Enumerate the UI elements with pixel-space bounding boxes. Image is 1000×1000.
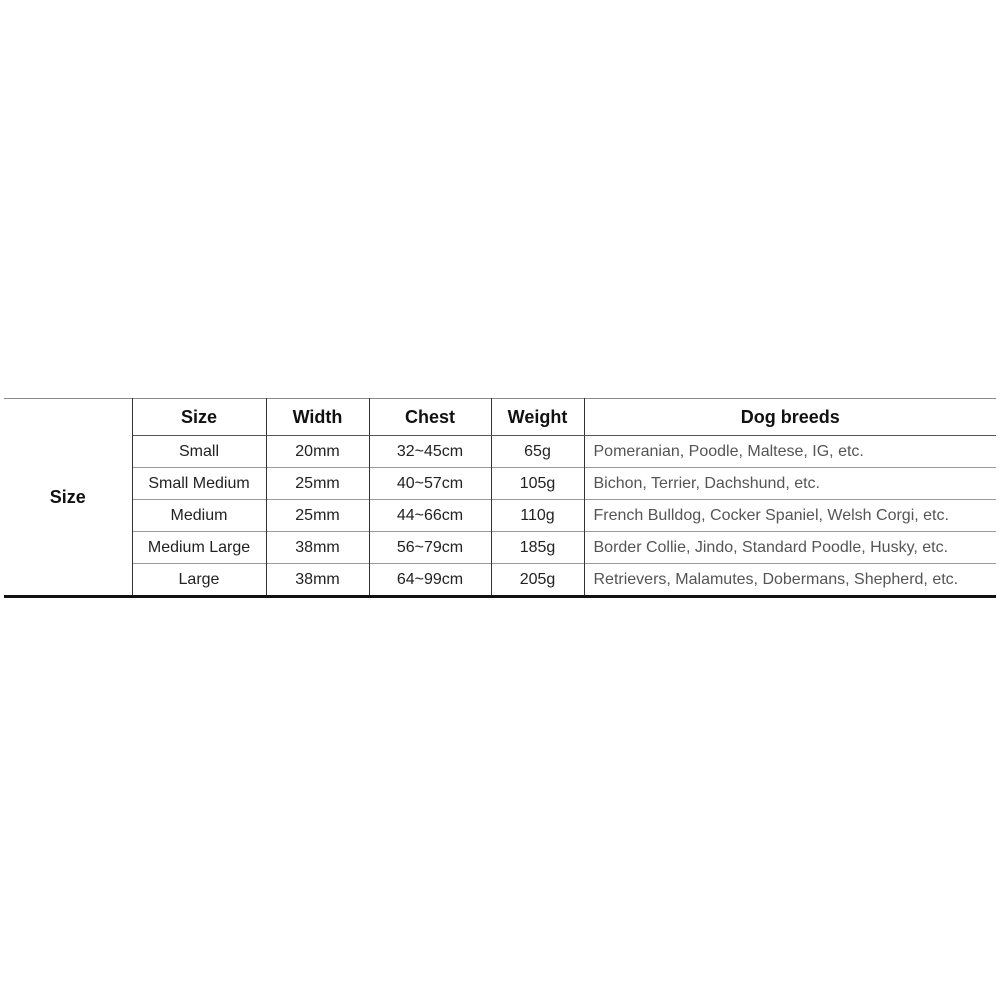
cell-width: 25mm — [266, 500, 369, 532]
cell-weight: 110g — [491, 500, 584, 532]
row-group-label: Size — [4, 399, 132, 597]
cell-size: Small — [132, 436, 266, 468]
cell-weight: 205g — [491, 564, 584, 597]
table-row — [4, 564, 996, 597]
cell-weight: 105g — [491, 468, 584, 500]
cell-width: 38mm — [266, 532, 369, 564]
column-header-weight: Weight — [491, 399, 584, 436]
table-row — [4, 436, 996, 468]
column-header-dog-breeds: Dog breeds — [584, 399, 996, 436]
cell-chest: 64~99cm — [369, 564, 491, 597]
cell-dog-breeds: Border Collie, Jindo, Standard Poodle, Husky, etc. — [584, 532, 996, 564]
cell-chest: 56~79cm — [369, 532, 491, 564]
cell-size: Small Medium — [132, 468, 266, 500]
cell-chest: 40~57cm — [369, 468, 491, 500]
cell-width: 25mm — [266, 468, 369, 500]
cell-dog-breeds: Pomeranian, Poodle, Maltese, IG, etc. — [584, 436, 996, 468]
table-row — [4, 532, 996, 564]
cell-chest: 32~45cm — [369, 436, 491, 468]
cell-weight: 185g — [491, 532, 584, 564]
table-header-row — [4, 399, 996, 436]
cell-width: 38mm — [266, 564, 369, 597]
size-chart-table — [4, 398, 996, 598]
size-chart-table-container — [4, 398, 996, 596]
table-row — [4, 500, 996, 532]
column-header-width: Width — [266, 399, 369, 436]
cell-width: 20mm — [266, 436, 369, 468]
table-row — [4, 468, 996, 500]
cell-chest: 44~66cm — [369, 500, 491, 532]
cell-weight: 65g — [491, 436, 584, 468]
cell-size: Large — [132, 564, 266, 597]
cell-dog-breeds: French Bulldog, Cocker Spaniel, Welsh Corgi, etc. — [584, 500, 996, 532]
column-header-chest: Chest — [369, 399, 491, 436]
cell-dog-breeds: Bichon, Terrier, Dachshund, etc. — [584, 468, 996, 500]
column-header-size: Size — [132, 399, 266, 436]
cell-dog-breeds: Retrievers, Malamutes, Dobermans, Shepherd, etc. — [584, 564, 996, 597]
cell-size: Medium — [132, 500, 266, 532]
cell-size: Medium Large — [132, 532, 266, 564]
